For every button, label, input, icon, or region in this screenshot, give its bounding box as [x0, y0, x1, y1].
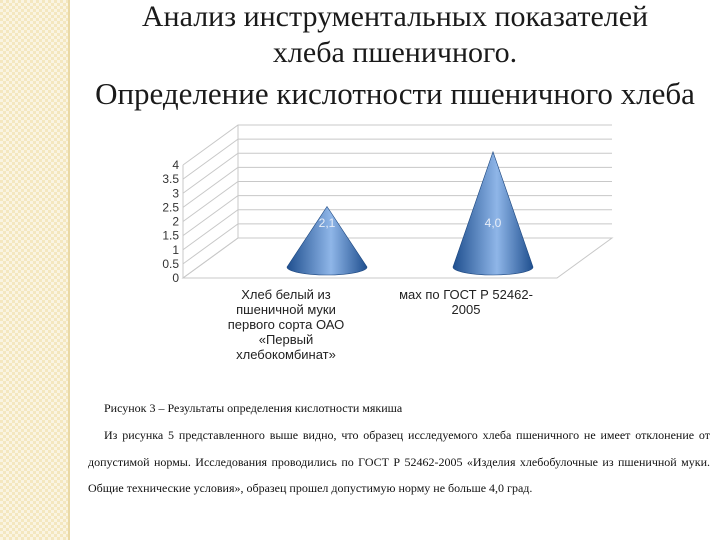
slide-subtitle: Определение кислотности пшеничного хлеба [95, 76, 695, 111]
gridline [183, 125, 612, 165]
y-tick-label: 2.5 [162, 200, 179, 215]
category-label: пшеничной муки [236, 302, 336, 317]
category-label: «Первый [258, 332, 314, 347]
category-label: мах по ГОСТ Р 52462- [399, 287, 533, 302]
y-tick-label: 1 [172, 242, 179, 257]
cone-bar [453, 152, 533, 275]
data-label: 4,0 [484, 216, 502, 230]
category-label: 2005 [451, 302, 481, 317]
y-tick-label: 1.5 [162, 228, 179, 243]
gridline [183, 196, 612, 236]
y-tick-label: 3 [172, 186, 179, 201]
gridline [183, 224, 612, 264]
category-label: первого сорта ОАО [227, 317, 345, 332]
data-label: 2,1 [318, 216, 336, 230]
chart-floor [183, 238, 612, 278]
y-tick-label: 4 [172, 158, 179, 172]
gridline [183, 182, 612, 222]
y-tick-label: 3.5 [162, 172, 179, 187]
category-label: Хлеб белый из [241, 287, 331, 302]
body-paragraph: Из рисунка 5 представленного выше видно, что образец исследуемого хлеба пшеничного не имеет отклонение от допустимой нормы. Исследования проводились по ГОСТ Р 52462-2005 «Изделия хлебобулочные из пшеничной муки. Общие технические условия», образец прошел допустимую норму не больше 4,0 град. [88, 428, 710, 495]
gridline [183, 210, 612, 250]
slide-title-line-1: Анализ инструментальных показателей [141, 0, 649, 33]
gridline [183, 167, 612, 207]
y-tick-label: 0.5 [162, 256, 179, 271]
gridline [183, 238, 612, 278]
slide-title-line-2: хлеба пшеничного. [272, 36, 518, 69]
gridline [183, 153, 612, 193]
category-label: хлебокомбинат» [236, 347, 336, 362]
y-tick-label: 0 [172, 271, 179, 285]
gridline [183, 139, 612, 179]
figure-caption: Рисунок 3 – Результаты определения кислотности мякиша [104, 401, 403, 415]
y-tick-label: 2 [172, 214, 179, 229]
